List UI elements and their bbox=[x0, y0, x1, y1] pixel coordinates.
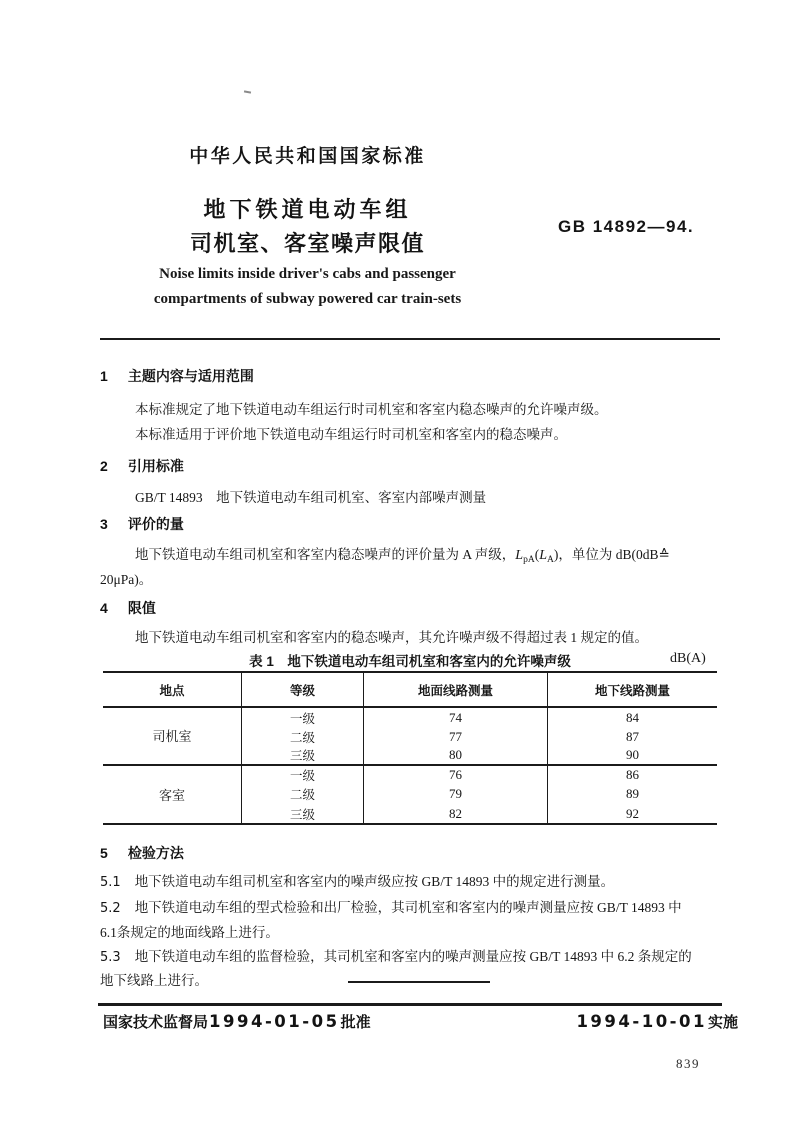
clause-5-1 bbox=[100, 870, 732, 890]
clause-5-3-line2: 地下线路上进行。 bbox=[100, 973, 208, 988]
grade-cell: 三级 bbox=[241, 746, 363, 765]
column-header-location: 地点 bbox=[103, 673, 241, 708]
limit-paragraph: 地下铁道电动车组司机室和客室内的稳态噪声，其允许噪声级不得超过表 1 规定的值。 bbox=[135, 630, 648, 645]
clause-5-3-text: 地下铁道电动车组的监督检验，其司机室和客室内的噪声测量应按 GB/T 14893 中 6.2 条规定的 bbox=[134, 949, 692, 964]
value-cell: 76 bbox=[363, 766, 547, 785]
grade-cell: 二级 bbox=[241, 727, 363, 746]
section-3-title: 评价的量 bbox=[127, 516, 184, 532]
value-cell: 79 bbox=[363, 785, 547, 804]
grade-cell: 一级 bbox=[241, 766, 363, 785]
table-caption: 表 1 地下铁道电动车组司机室和客室内的允许噪声级 bbox=[249, 654, 571, 669]
approval-note bbox=[103, 1011, 371, 1032]
symbol-L: L bbox=[515, 548, 524, 563]
table-unit-label: dB(A) bbox=[670, 651, 706, 666]
implementation-date: 1994-10-01 bbox=[576, 1012, 707, 1031]
document-title-line2: 司机室、客室噪声限值 bbox=[189, 231, 425, 256]
section-4-heading bbox=[100, 598, 156, 618]
evaluation-text-after: )，单位为 dB(0dB≙ bbox=[553, 547, 670, 562]
evaluation-text-before: 地下铁道电动车组司机室和客室内稳态噪声的评价量为 A 声级， bbox=[135, 547, 516, 562]
clause-5-1-text: 地下铁道电动车组司机室和客室内的噪声级应按 GB/T 14893 中的规定进行测量。 bbox=[134, 874, 615, 889]
value-cell: 77 bbox=[363, 727, 547, 746]
evaluation-quantity-line2: 20μPa)。 bbox=[100, 572, 153, 587]
english-title-line2: compartments of subway powered car train-sets bbox=[153, 291, 462, 307]
approval-date: 1994-01-05 bbox=[209, 1012, 340, 1031]
document-header bbox=[95, 0, 520, 320]
evaluation-quantity-line1 bbox=[100, 543, 763, 565]
section-1-paragraph-1: 本标准规定了地下铁道电动车组运行时司机室和客室内稳态噪声的允许噪声级。 bbox=[135, 402, 608, 417]
approval-org: 国家技术监督局 bbox=[103, 1014, 209, 1031]
location-cell-passenger-compartment: 客室 bbox=[158, 787, 185, 803]
column-header-underground-line: 地下线路测量 bbox=[547, 673, 717, 708]
section-3-number: 3 bbox=[100, 516, 108, 532]
grade-cell: 三级 bbox=[241, 804, 363, 823]
document-title-line1: 地下铁道电动车组 bbox=[203, 197, 412, 222]
symbol-L2: L bbox=[539, 548, 547, 563]
section-2-title: 引用标准 bbox=[127, 458, 184, 474]
grade-cell: 一级 bbox=[241, 708, 363, 727]
section-2-heading bbox=[100, 456, 184, 476]
approval-word: 批准 bbox=[340, 1014, 371, 1031]
location-cell-drivers-cab: 司机室 bbox=[103, 708, 241, 766]
english-title-line1: Noise limits inside driver's cabs and passenger bbox=[159, 266, 456, 282]
end-of-text-rule bbox=[348, 981, 490, 983]
footer-rule bbox=[98, 1003, 722, 1006]
clause-5-2-text: 地下铁道电动车组的型式检验和出厂检验，其司机室和客室内的噪声测量应按 GB/T 14893 中 bbox=[134, 900, 682, 915]
value-cell: 89 bbox=[547, 785, 717, 804]
column-header-grade: 等级 bbox=[241, 673, 363, 708]
section-4-title: 限值 bbox=[127, 600, 156, 616]
value-cell: 74 bbox=[363, 708, 547, 727]
paren-open: ( bbox=[534, 547, 540, 562]
section-2-number: 2 bbox=[100, 458, 108, 474]
symbol-sub-A: A bbox=[546, 555, 554, 565]
section-3-heading bbox=[100, 514, 184, 534]
grade-cell: 二级 bbox=[241, 785, 363, 804]
section-4-number: 4 bbox=[100, 600, 108, 616]
standard-code: GB 14892—94. bbox=[558, 217, 695, 236]
value-cell: 92 bbox=[547, 804, 717, 823]
referenced-standard: GB/T 14893 地下铁道电动车组司机室、客室内部噪声测量 bbox=[135, 490, 487, 505]
section-5-heading bbox=[100, 843, 184, 863]
section-5-title: 检验方法 bbox=[127, 845, 184, 861]
value-cell: 87 bbox=[547, 727, 717, 746]
standard-label: 中华人民共和国国家标准 bbox=[189, 146, 426, 167]
noise-limits-table bbox=[103, 671, 717, 825]
symbol-sub-pA: pA bbox=[523, 555, 535, 565]
value-cell: 90 bbox=[547, 746, 717, 765]
value-cell: 84 bbox=[547, 708, 717, 727]
section-1-number: 1 bbox=[100, 368, 108, 384]
header-divider-rule bbox=[100, 338, 720, 340]
clause-5-2-line2: 6.1条规定的地面线路上进行。 bbox=[100, 925, 279, 940]
clause-5-2-line1 bbox=[100, 896, 732, 916]
clause-5-2-number: 5.2 bbox=[100, 901, 121, 916]
clause-5-3-line1 bbox=[100, 945, 732, 965]
page-number: 839 bbox=[676, 1056, 700, 1071]
implementation-note bbox=[575, 1011, 738, 1032]
value-cell: 86 bbox=[547, 766, 717, 785]
clause-5-1-number: 5.1 bbox=[100, 875, 121, 890]
section-1-paragraph-2: 本标准适用于评价地下铁道电动车组运行时司机室和客室内的稳态噪声。 bbox=[135, 427, 567, 442]
column-header-ground-line: 地面线路测量 bbox=[363, 673, 547, 708]
section-1-heading bbox=[100, 366, 254, 386]
value-cell: 80 bbox=[363, 746, 547, 765]
implementation-word: 实施 bbox=[707, 1014, 738, 1031]
clause-5-3-number: 5.3 bbox=[100, 950, 121, 965]
section-5-number: 5 bbox=[100, 845, 108, 861]
section-1-title: 主题内容与适用范围 bbox=[127, 368, 254, 384]
value-cell: 82 bbox=[363, 804, 547, 823]
